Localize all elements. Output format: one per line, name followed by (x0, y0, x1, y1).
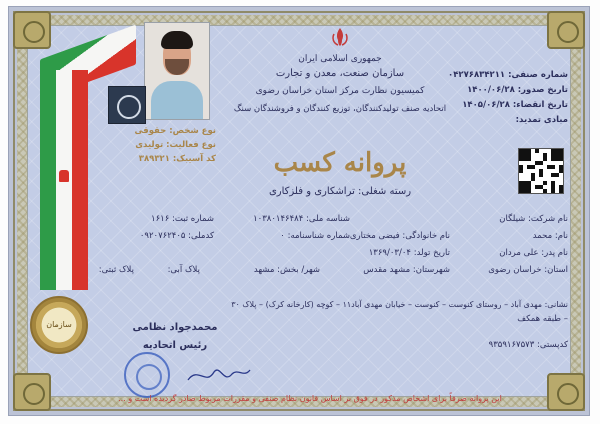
province: استان: خراسان رضوی (488, 265, 568, 275)
issue-date: تاریخ صدور: ۱۴۰۰/۰۶/۲۸ (467, 85, 568, 95)
signatory-role: رئیس اتحادیه (142, 340, 208, 351)
permit-number: شماره صنفی: ۰۴۲۷۶۸۳۴۲۱۱ (448, 70, 568, 80)
qr-code (518, 148, 564, 194)
corner-ornament (547, 373, 585, 411)
certificate-subtitle: رسته شغلی: تراشکاری و فلزکاری (268, 186, 412, 197)
address: نشانی: مهدی آباد – روستای کنوست – کنوست – خیابان مهدی آباد۱۱ – کوچه (کارخانه کرک) – پلاک ۳۰ (231, 300, 568, 309)
blue-plate: پلاک آبی: (167, 265, 200, 275)
national-code: کدملی: ۰۹۲۰۷۶۲۴۰۵ (139, 231, 214, 241)
iran-emblem-icon (329, 26, 351, 48)
birth-date: تاریخ تولد: ۱۳۶۹/۰۳/۰۴ (368, 248, 450, 258)
commission-heading: کمیسیون نظارت مرکز استان خراسان رضوی (255, 86, 425, 96)
signature-mark (184, 360, 254, 390)
activity-type: نوع فعالیت: تولیدی (135, 140, 216, 150)
corner-ornament (547, 11, 585, 49)
medal-seal: سازمان (30, 296, 88, 354)
legal-footer-note: این پروانه صرفاً برای اشخاص مذکور در فوق بر اساس قانون نظام صنفی و مقررات مربوط صادر گردیده است و ... (118, 394, 502, 403)
iran-flag-ribbon (40, 70, 88, 290)
person-type: نوع شخص: حقوقی (134, 126, 216, 136)
postal-code: کدپستی: ۹۳۵۹۱۶۷۵۷۳ (488, 340, 568, 350)
father-name: نام پدر: علی مردان (499, 248, 568, 258)
corner-ornament (13, 373, 51, 411)
union-code: کد آسیبک: ۳۸۹۳۲۱ (138, 154, 216, 164)
flag-emblem-icon (59, 170, 69, 182)
id-number: شماره شناسنامه: ۰ (280, 231, 350, 241)
renewal-label: مبادی تمدید: (515, 115, 568, 125)
address-floor: – طبقه همکف (517, 314, 568, 324)
hologram-stamp (108, 86, 146, 124)
union-heading: اتحادیه صنف تولیدکنندگان، توزیع کنندگان و فروشندگان سنگ (233, 104, 447, 114)
registered-plate: پلاک ثبتی: (98, 265, 134, 275)
corner-ornament (13, 11, 51, 49)
ministry-heading: سازمان صنعت، معدن و تجارت (275, 68, 405, 79)
republic-heading: جمهوری اسلامی ایران (298, 54, 382, 64)
signatory-name: محمدجواد نظامی (132, 322, 218, 333)
city: شهرستان: مشهد مقدس (363, 265, 450, 275)
certificate-title: پروانه کسب (273, 148, 407, 178)
national-id: شناسه ملی: ۱۰۳۸۰۱۴۶۴۸۴ (253, 214, 350, 224)
registration-number: شماره ثبت: ۱۶۱۶ (151, 214, 214, 224)
district: شهر/ بخش: مشهد (253, 265, 320, 275)
first-name: نام: محمد (532, 231, 568, 241)
surname: نام خانوادگی: فیضی مختاری (349, 231, 450, 241)
company-name: نام شرکت: شیلگان (499, 214, 568, 224)
official-seal-stamp (124, 352, 170, 398)
expiry-date: تاریخ انقضاء: ۱۴۰۵/۰۶/۲۸ (462, 100, 568, 110)
